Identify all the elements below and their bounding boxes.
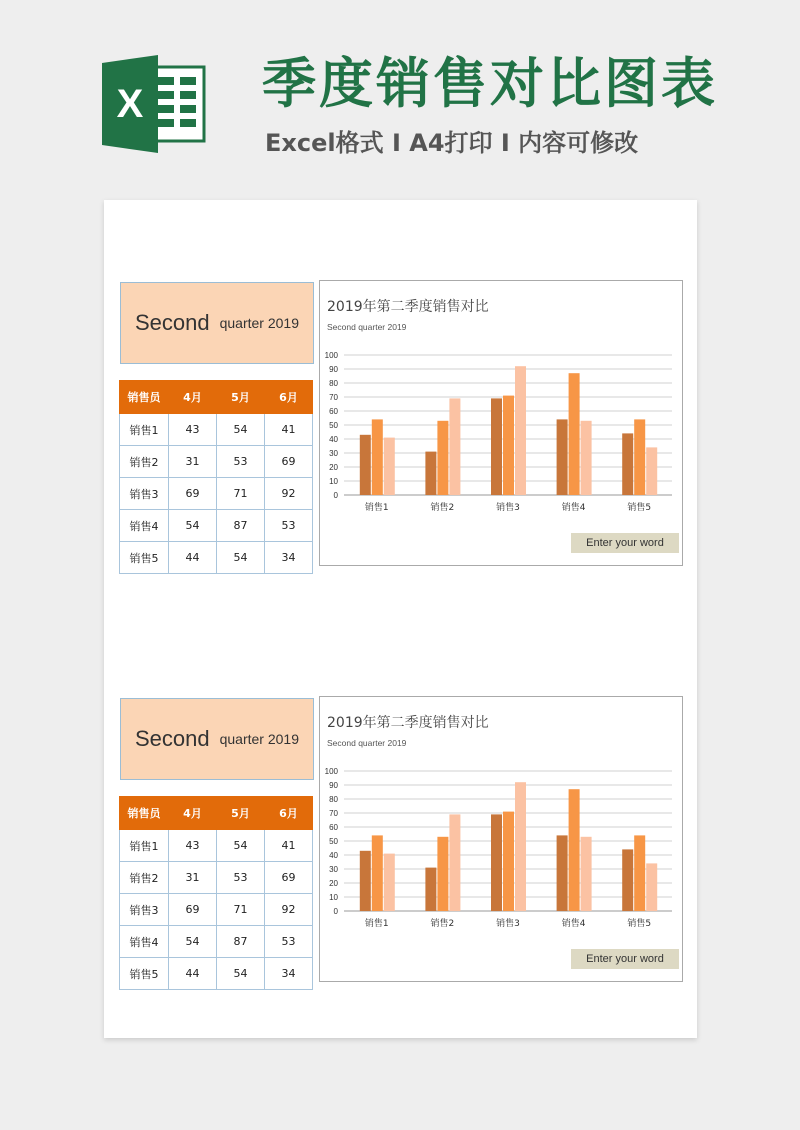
table-cell[interactable]: 53 <box>217 862 265 894</box>
x-category-label: 销售5 <box>627 919 652 929</box>
table-cell[interactable]: 92 <box>265 478 313 510</box>
table-cell[interactable]: 41 <box>265 414 313 446</box>
table-cell[interactable]: 43 <box>169 830 217 862</box>
bar <box>360 435 371 495</box>
header-cell: 4月 <box>169 381 217 414</box>
document-sheet <box>104 200 697 1038</box>
bar <box>360 851 371 911</box>
bar <box>491 814 502 911</box>
y-tick-label: 20 <box>329 463 338 472</box>
x-category-label: 销售2 <box>430 503 455 513</box>
bar <box>515 366 526 495</box>
quarter-main-text: Second <box>134 310 210 335</box>
bar-chart <box>320 281 682 565</box>
header-cell: 4月 <box>169 797 217 830</box>
excel-logo-icon <box>100 55 208 153</box>
page-header <box>0 0 800 190</box>
bar-chart <box>320 697 682 981</box>
y-tick-label: 50 <box>329 421 338 430</box>
table-cell[interactable]: 销售2 <box>120 446 169 478</box>
bar <box>646 447 657 495</box>
chart-panel <box>319 696 683 982</box>
table-cell[interactable]: 69 <box>265 446 313 478</box>
bar <box>425 868 436 911</box>
bar <box>372 835 383 911</box>
chart-subtitle: Second quarter 2019 <box>327 322 407 332</box>
y-tick-label: 70 <box>329 393 338 402</box>
table-cell[interactable]: 71 <box>217 478 265 510</box>
table-cell[interactable]: 53 <box>265 510 313 542</box>
table-cell[interactable]: 69 <box>265 862 313 894</box>
x-category-label: 销售4 <box>561 919 586 929</box>
table-cell[interactable]: 销售3 <box>120 894 169 926</box>
table-cell[interactable]: 53 <box>265 926 313 958</box>
table-header-row <box>120 797 313 830</box>
table-row <box>120 542 313 574</box>
quarter-block <box>104 282 697 582</box>
table-cell[interactable]: 34 <box>265 542 313 574</box>
quarter-block <box>104 698 697 998</box>
quarter-label-box <box>120 698 314 780</box>
bar <box>437 837 448 911</box>
chart-title: 2019年第二季度销售对比 <box>327 715 489 731</box>
bar <box>384 438 395 495</box>
table-cell[interactable]: 69 <box>169 478 217 510</box>
table-row <box>120 894 313 926</box>
x-category-label: 销售1 <box>364 919 389 929</box>
table-row <box>120 830 313 862</box>
table-cell[interactable]: 销售2 <box>120 862 169 894</box>
header-cell: 6月 <box>265 381 313 414</box>
quarter-label-box <box>120 282 314 364</box>
table-cell[interactable]: 69 <box>169 894 217 926</box>
excel-logo-letter: X <box>116 82 144 126</box>
table-cell[interactable]: 54 <box>169 926 217 958</box>
y-tick-label: 0 <box>333 491 338 500</box>
chart-subtitle: Second quarter 2019 <box>327 738 407 748</box>
bar <box>622 849 633 911</box>
header-cell: 销售员 <box>120 797 169 830</box>
y-tick-label: 40 <box>329 435 338 444</box>
table-cell[interactable]: 销售4 <box>120 926 169 958</box>
table-cell[interactable]: 87 <box>217 510 265 542</box>
bar <box>449 398 460 495</box>
y-tick-label: 30 <box>329 449 338 458</box>
table-cell[interactable]: 43 <box>169 414 217 446</box>
chart-panel <box>319 280 683 566</box>
table-cell[interactable]: 53 <box>217 446 265 478</box>
y-tick-label: 50 <box>329 837 338 846</box>
bar <box>569 373 580 495</box>
table-cell[interactable]: 34 <box>265 958 313 990</box>
bar <box>646 863 657 911</box>
table-cell[interactable]: 销售1 <box>120 414 169 446</box>
table-row <box>120 414 313 446</box>
table-cell[interactable]: 54 <box>217 830 265 862</box>
sales-table <box>119 380 313 574</box>
x-category-label: 销售4 <box>561 503 586 513</box>
y-tick-label: 80 <box>329 795 338 804</box>
enter-word-box[interactable]: Enter your word <box>571 533 679 553</box>
table-cell[interactable]: 54 <box>217 958 265 990</box>
y-tick-label: 30 <box>329 865 338 874</box>
y-tick-label: 10 <box>329 893 338 902</box>
table-row <box>120 926 313 958</box>
header-cell: 6月 <box>265 797 313 830</box>
table-cell[interactable]: 41 <box>265 830 313 862</box>
table-cell[interactable]: 71 <box>217 894 265 926</box>
table-cell[interactable]: 87 <box>217 926 265 958</box>
y-tick-label: 100 <box>324 351 338 360</box>
table-cell[interactable]: 44 <box>169 542 217 574</box>
table-cell[interactable]: 54 <box>169 510 217 542</box>
bar <box>503 396 514 495</box>
table-header-row <box>120 381 313 414</box>
page-subtitle: Excel格式 I A4打印 I 内容可修改 <box>265 129 639 157</box>
y-tick-label: 10 <box>329 477 338 486</box>
bar <box>503 812 514 911</box>
y-tick-label: 90 <box>329 781 338 790</box>
x-category-label: 销售5 <box>627 503 652 513</box>
y-tick-label: 60 <box>329 823 338 832</box>
chart-title: 2019年第二季度销售对比 <box>327 299 489 315</box>
bar <box>581 421 592 495</box>
header-cell: 销售员 <box>120 381 169 414</box>
x-category-label: 销售1 <box>364 503 389 513</box>
bar <box>425 452 436 495</box>
bar <box>622 433 633 495</box>
quarter-small-text: quarter 2019 <box>219 731 300 747</box>
y-tick-label: 40 <box>329 851 338 860</box>
table-cell[interactable]: 54 <box>217 542 265 574</box>
x-category-label: 销售3 <box>496 503 520 513</box>
y-tick-label: 70 <box>329 809 338 818</box>
table-row <box>120 478 313 510</box>
table-row <box>120 862 313 894</box>
x-category-label: 销售3 <box>496 919 520 929</box>
x-category-label: 销售2 <box>430 919 455 929</box>
table-row <box>120 446 313 478</box>
bar <box>581 837 592 911</box>
bar <box>557 835 568 911</box>
bar <box>634 419 645 495</box>
header-cell: 5月 <box>217 381 265 414</box>
table-cell[interactable]: 销售4 <box>120 510 169 542</box>
bar <box>491 398 502 495</box>
y-tick-label: 20 <box>329 879 338 888</box>
enter-word-box[interactable]: Enter your word <box>571 949 679 969</box>
table-cell[interactable]: 销售5 <box>120 542 169 574</box>
bar <box>557 419 568 495</box>
y-tick-label: 80 <box>329 379 338 388</box>
header-cell: 5月 <box>217 797 265 830</box>
y-tick-label: 0 <box>333 907 338 916</box>
table-cell[interactable]: 销售3 <box>120 478 169 510</box>
y-tick-label: 100 <box>324 767 338 776</box>
table-cell[interactable]: 销售1 <box>120 830 169 862</box>
table-cell[interactable]: 92 <box>265 894 313 926</box>
table-cell[interactable]: 31 <box>169 446 217 478</box>
bar <box>437 421 448 495</box>
y-tick-label: 60 <box>329 407 338 416</box>
quarter-small-text: quarter 2019 <box>219 315 300 331</box>
table-cell[interactable]: 44 <box>169 958 217 990</box>
bar <box>634 835 645 911</box>
page-title: 季度销售对比图表 <box>262 52 718 115</box>
quarter-main-text: Second <box>134 726 210 751</box>
bar <box>449 814 460 911</box>
table-row <box>120 958 313 990</box>
table-row <box>120 510 313 542</box>
bar <box>569 789 580 911</box>
y-tick-label: 90 <box>329 365 338 374</box>
table-cell[interactable]: 54 <box>217 414 265 446</box>
bar <box>515 782 526 911</box>
table-cell[interactable]: 销售5 <box>120 958 169 990</box>
table-cell[interactable]: 31 <box>169 862 217 894</box>
bar <box>384 854 395 911</box>
sales-table <box>119 796 313 990</box>
bar <box>372 419 383 495</box>
